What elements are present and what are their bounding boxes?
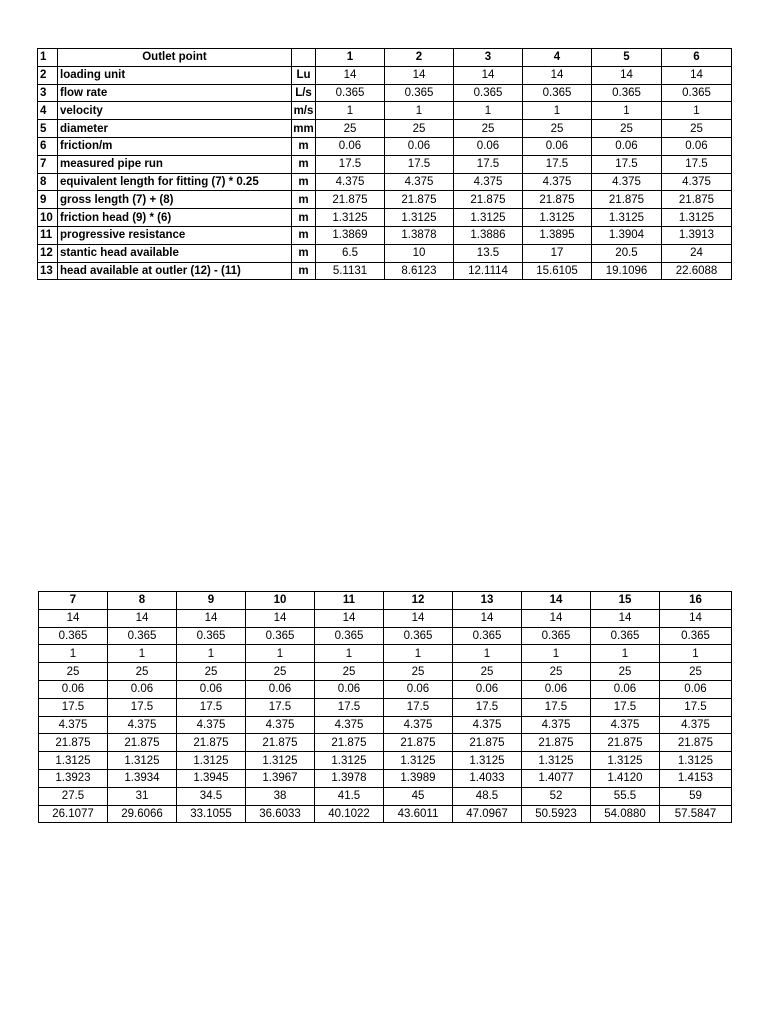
table-cell: 0.365 xyxy=(315,627,384,645)
table-cell: 0.06 xyxy=(384,680,453,698)
column-header: 5 xyxy=(592,49,662,67)
table-cell: 17.5 xyxy=(385,155,454,173)
table-cell: 4.375 xyxy=(315,716,384,734)
table-cell: 21.875 xyxy=(177,734,246,752)
column-header: 15 xyxy=(591,592,660,610)
table-cell: 1 xyxy=(662,102,732,120)
table-cell: 8.6123 xyxy=(385,262,454,280)
table-top-body xyxy=(38,66,732,280)
table-cell: 25 xyxy=(384,663,453,681)
table-cell: 14 xyxy=(660,609,732,627)
table-cell: 1.3125 xyxy=(385,209,454,227)
table-cell: 25 xyxy=(246,663,315,681)
table-cell: 0.365 xyxy=(453,627,522,645)
row-label: loading unit xyxy=(58,66,292,84)
table-cell: 1.3125 xyxy=(522,752,591,770)
row-unit: m xyxy=(292,262,316,280)
table-cell: 1.4120 xyxy=(591,769,660,787)
row-unit: m xyxy=(292,244,316,262)
table-cell: 24 xyxy=(662,244,732,262)
table-cell: 21.875 xyxy=(315,734,384,752)
column-header: 12 xyxy=(384,592,453,610)
table-cell: 4.375 xyxy=(385,173,454,191)
table-cell: 15.6105 xyxy=(523,262,592,280)
row-label: equivalent length for fitting (7) * 0.25 xyxy=(58,173,292,191)
table-cell: 40.1022 xyxy=(315,805,384,823)
table-cell: 1 xyxy=(454,102,523,120)
table-cell: 17.5 xyxy=(315,698,384,716)
table-cell: 17.5 xyxy=(453,698,522,716)
table-cell: 1 xyxy=(177,645,246,663)
header-row-number: 1 xyxy=(38,49,58,67)
column-header: 6 xyxy=(662,49,732,67)
table-row xyxy=(38,209,732,227)
table-cell: 21.875 xyxy=(384,734,453,752)
row-number: 5 xyxy=(38,120,58,138)
table-cell: 21.875 xyxy=(246,734,315,752)
table-cell: 0.365 xyxy=(316,84,385,102)
table-row xyxy=(38,173,732,191)
table-cell: 17.5 xyxy=(316,155,385,173)
table-cell: 25 xyxy=(591,663,660,681)
table-cell: 14 xyxy=(385,66,454,84)
table-row xyxy=(38,120,732,138)
table-row xyxy=(39,663,732,681)
table-row xyxy=(39,645,732,663)
table-cell: 0.06 xyxy=(453,680,522,698)
table-cell: 1.3125 xyxy=(39,752,108,770)
table-cell: 1.3904 xyxy=(592,226,662,244)
table-cell: 48.5 xyxy=(453,787,522,805)
table-cell: 4.375 xyxy=(108,716,177,734)
table-cell: 0.365 xyxy=(384,627,453,645)
table-cell: 52 xyxy=(522,787,591,805)
table-cell: 1 xyxy=(316,102,385,120)
table-cell: 1 xyxy=(385,102,454,120)
table-cell: 27.5 xyxy=(39,787,108,805)
table-cell: 14 xyxy=(454,66,523,84)
table-row xyxy=(39,716,732,734)
table-cell: 0.365 xyxy=(660,627,732,645)
table-cell: 54.0880 xyxy=(591,805,660,823)
table-cell: 21.875 xyxy=(662,191,732,209)
table-cell: 14 xyxy=(108,609,177,627)
row-label: gross length (7) + (8) xyxy=(58,191,292,209)
table-cell: 1.3125 xyxy=(316,209,385,227)
table-cell: 25 xyxy=(108,663,177,681)
table-cell: 0.06 xyxy=(246,680,315,698)
table-cell: 1.3869 xyxy=(316,226,385,244)
table-cell: 1.3934 xyxy=(108,769,177,787)
outlet-calculation-table-top xyxy=(37,48,732,280)
table-cell: 4.375 xyxy=(177,716,246,734)
table-cell: 0.365 xyxy=(522,627,591,645)
table-cell: 20.5 xyxy=(592,244,662,262)
row-unit: mm xyxy=(292,120,316,138)
row-label: diameter xyxy=(58,120,292,138)
row-unit: m xyxy=(292,137,316,155)
header-row xyxy=(39,592,732,610)
table-cell: 59 xyxy=(660,787,732,805)
column-header: 9 xyxy=(177,592,246,610)
table-cell: 0.06 xyxy=(522,680,591,698)
table-cell: 17.5 xyxy=(592,155,662,173)
table-cell: 25 xyxy=(660,663,732,681)
table-cell: 0.365 xyxy=(591,627,660,645)
table-cell: 0.06 xyxy=(660,680,732,698)
table-cell: 0.06 xyxy=(523,137,592,155)
column-header: 3 xyxy=(454,49,523,67)
table-cell: 25 xyxy=(316,120,385,138)
row-label: stantic head available xyxy=(58,244,292,262)
table-cell: 0.365 xyxy=(454,84,523,102)
table-cell: 17.5 xyxy=(246,698,315,716)
table-cell: 50.5923 xyxy=(522,805,591,823)
table-cell: 21.875 xyxy=(39,734,108,752)
table-cell: 1.3125 xyxy=(177,752,246,770)
table-cell: 0.06 xyxy=(315,680,384,698)
table-row xyxy=(38,244,732,262)
column-header: 13 xyxy=(453,592,522,610)
table-cell: 21.875 xyxy=(108,734,177,752)
table-cell: 17.5 xyxy=(454,155,523,173)
table-cell: 31 xyxy=(108,787,177,805)
table-cell: 17.5 xyxy=(384,698,453,716)
table-cell: 25 xyxy=(523,120,592,138)
table-cell: 21.875 xyxy=(522,734,591,752)
table-row xyxy=(39,680,732,698)
column-header: 4 xyxy=(523,49,592,67)
table-cell: 4.375 xyxy=(246,716,315,734)
row-label: friction head (9) * (6) xyxy=(58,209,292,227)
table-cell: 17.5 xyxy=(108,698,177,716)
table-cell: 1.3125 xyxy=(660,752,732,770)
table-cell: 25 xyxy=(522,663,591,681)
row-number: 2 xyxy=(38,66,58,84)
table-cell: 21.875 xyxy=(385,191,454,209)
table-cell: 14 xyxy=(591,609,660,627)
table-cell: 34.5 xyxy=(177,787,246,805)
table-cell: 4.375 xyxy=(522,716,591,734)
header-unit-cell xyxy=(292,49,316,67)
table-cell: 21.875 xyxy=(454,191,523,209)
table-cell: 14 xyxy=(523,66,592,84)
table-cell: 21.875 xyxy=(660,734,732,752)
table-cell: 25 xyxy=(315,663,384,681)
table-cell: 17 xyxy=(523,244,592,262)
table-cell: 1 xyxy=(246,645,315,663)
table-cell: 4.375 xyxy=(384,716,453,734)
table-cell: 1.3967 xyxy=(246,769,315,787)
table-cell: 1.4033 xyxy=(453,769,522,787)
table-cell: 0.06 xyxy=(108,680,177,698)
table-cell: 4.375 xyxy=(660,716,732,734)
row-unit: Lu xyxy=(292,66,316,84)
table-cell: 4.375 xyxy=(453,716,522,734)
table-row xyxy=(38,155,732,173)
header-outlet-point-label: Outlet point xyxy=(58,49,292,67)
table-cell: 1 xyxy=(522,645,591,663)
table-cell: 43.6011 xyxy=(384,805,453,823)
table-cell: 1 xyxy=(108,645,177,663)
row-unit: m xyxy=(292,155,316,173)
table-cell: 17.5 xyxy=(591,698,660,716)
row-unit: m xyxy=(292,226,316,244)
row-unit: L/s xyxy=(292,84,316,102)
row-label: friction/m xyxy=(58,137,292,155)
table-cell: 21.875 xyxy=(592,191,662,209)
table-cell: 22.6088 xyxy=(662,262,732,280)
table-row xyxy=(39,787,732,805)
table-cell: 1.3978 xyxy=(315,769,384,787)
table-bottom-header xyxy=(39,592,732,610)
table-cell: 1.3989 xyxy=(384,769,453,787)
table-row xyxy=(39,698,732,716)
table-cell: 1.3895 xyxy=(523,226,592,244)
table-cell: 21.875 xyxy=(591,734,660,752)
table-row xyxy=(38,137,732,155)
table-cell: 0.365 xyxy=(385,84,454,102)
table-row xyxy=(38,84,732,102)
table-cell: 1.3886 xyxy=(454,226,523,244)
row-number: 6 xyxy=(38,137,58,155)
row-number: 13 xyxy=(38,262,58,280)
row-unit: m xyxy=(292,209,316,227)
column-header: 16 xyxy=(660,592,732,610)
table-cell: 10 xyxy=(385,244,454,262)
table-cell: 13.5 xyxy=(454,244,523,262)
table-cell: 29.6066 xyxy=(108,805,177,823)
table-cell: 14 xyxy=(177,609,246,627)
table-row xyxy=(38,66,732,84)
row-number: 7 xyxy=(38,155,58,173)
table-cell: 1 xyxy=(315,645,384,663)
table-cell: 14 xyxy=(39,609,108,627)
table-cell: 38 xyxy=(246,787,315,805)
table-cell: 14 xyxy=(316,66,385,84)
column-header: 7 xyxy=(39,592,108,610)
table-cell: 0.06 xyxy=(177,680,246,698)
table-bottom-body xyxy=(39,609,732,823)
table-cell: 26.1077 xyxy=(39,805,108,823)
table-cell: 45 xyxy=(384,787,453,805)
row-number: 9 xyxy=(38,191,58,209)
table-cell: 41.5 xyxy=(315,787,384,805)
row-label: head available at outler (12) - (11) xyxy=(58,262,292,280)
table-cell: 0.365 xyxy=(523,84,592,102)
table-row xyxy=(39,752,732,770)
table-cell: 1.3125 xyxy=(246,752,315,770)
table-cell: 21.875 xyxy=(523,191,592,209)
row-label: velocity xyxy=(58,102,292,120)
column-header: 8 xyxy=(108,592,177,610)
table-cell: 12.1114 xyxy=(454,262,523,280)
row-number: 10 xyxy=(38,209,58,227)
table-cell: 0.365 xyxy=(246,627,315,645)
table-cell: 14 xyxy=(384,609,453,627)
row-number: 8 xyxy=(38,173,58,191)
row-unit: m/s xyxy=(292,102,316,120)
table-cell: 25 xyxy=(454,120,523,138)
row-label: flow rate xyxy=(58,84,292,102)
table-cell: 1.4153 xyxy=(660,769,732,787)
table-cell: 57.5847 xyxy=(660,805,732,823)
row-label: progressive resistance xyxy=(58,226,292,244)
table-cell: 17.5 xyxy=(660,698,732,716)
outlet-calculation-table-bottom xyxy=(38,591,732,823)
table-row xyxy=(39,805,732,823)
table-cell: 17.5 xyxy=(662,155,732,173)
table-cell: 0.365 xyxy=(177,627,246,645)
table-top-header xyxy=(38,49,732,67)
table-cell: 1.3125 xyxy=(453,752,522,770)
table-cell: 25 xyxy=(177,663,246,681)
table-cell: 14 xyxy=(522,609,591,627)
table-cell: 0.06 xyxy=(592,137,662,155)
table-cell: 0.06 xyxy=(316,137,385,155)
table-cell: 1.3125 xyxy=(454,209,523,227)
table-cell: 19.1096 xyxy=(592,262,662,280)
table-cell: 1 xyxy=(660,645,732,663)
table-cell: 14 xyxy=(453,609,522,627)
table-cell: 25 xyxy=(592,120,662,138)
table-cell: 0.365 xyxy=(662,84,732,102)
row-number: 11 xyxy=(38,226,58,244)
table-cell: 1.3125 xyxy=(108,752,177,770)
table-row xyxy=(38,102,732,120)
table-row xyxy=(38,262,732,280)
table-cell: 4.375 xyxy=(591,716,660,734)
column-header: 14 xyxy=(522,592,591,610)
table-cell: 0.06 xyxy=(662,137,732,155)
table-cell: 1 xyxy=(39,645,108,663)
table-row xyxy=(39,734,732,752)
table-cell: 1.3913 xyxy=(662,226,732,244)
table-cell: 0.06 xyxy=(454,137,523,155)
table-cell: 1 xyxy=(592,102,662,120)
table-cell: 17.5 xyxy=(177,698,246,716)
table-cell: 21.875 xyxy=(453,734,522,752)
table-cell: 4.375 xyxy=(592,173,662,191)
table-cell: 1.3923 xyxy=(39,769,108,787)
table-cell: 17.5 xyxy=(523,155,592,173)
table-cell: 1.3945 xyxy=(177,769,246,787)
row-unit: m xyxy=(292,191,316,209)
table-cell: 25 xyxy=(39,663,108,681)
table-row xyxy=(39,769,732,787)
table-cell: 4.375 xyxy=(523,173,592,191)
table-cell: 14 xyxy=(246,609,315,627)
table-cell: 0.06 xyxy=(39,680,108,698)
row-unit: m xyxy=(292,173,316,191)
table-cell: 55.5 xyxy=(591,787,660,805)
table-cell: 36.6033 xyxy=(246,805,315,823)
table-cell: 21.875 xyxy=(316,191,385,209)
table-cell: 1 xyxy=(591,645,660,663)
table-cell: 1.3878 xyxy=(385,226,454,244)
table-cell: 0.365 xyxy=(39,627,108,645)
table-cell: 25 xyxy=(662,120,732,138)
table-cell: 25 xyxy=(385,120,454,138)
table-cell: 14 xyxy=(662,66,732,84)
column-header: 11 xyxy=(315,592,384,610)
table-cell: 17.5 xyxy=(522,698,591,716)
table-cell: 0.06 xyxy=(385,137,454,155)
table-cell: 0.365 xyxy=(108,627,177,645)
table-cell: 33.1055 xyxy=(177,805,246,823)
row-number: 12 xyxy=(38,244,58,262)
column-header: 1 xyxy=(316,49,385,67)
table-cell: 0.365 xyxy=(592,84,662,102)
column-header: 10 xyxy=(246,592,315,610)
table-row xyxy=(38,191,732,209)
row-number: 3 xyxy=(38,84,58,102)
table-cell: 1 xyxy=(384,645,453,663)
row-number: 4 xyxy=(38,102,58,120)
table-cell: 4.375 xyxy=(662,173,732,191)
table-cell: 1.3125 xyxy=(315,752,384,770)
table-row xyxy=(39,627,732,645)
column-header: 2 xyxy=(385,49,454,67)
table-cell: 25 xyxy=(453,663,522,681)
table-cell: 1 xyxy=(523,102,592,120)
table-cell: 1.3125 xyxy=(523,209,592,227)
table-cell: 1.3125 xyxy=(662,209,732,227)
table-cell: 17.5 xyxy=(39,698,108,716)
table-cell: 6.5 xyxy=(316,244,385,262)
table-cell: 1.3125 xyxy=(591,752,660,770)
table-cell: 4.375 xyxy=(316,173,385,191)
table-cell: 1.4077 xyxy=(522,769,591,787)
table-cell: 1.3125 xyxy=(592,209,662,227)
table-cell: 1.3125 xyxy=(384,752,453,770)
table-cell: 14 xyxy=(315,609,384,627)
row-label: measured pipe run xyxy=(58,155,292,173)
table-row xyxy=(38,226,732,244)
table-cell: 47.0967 xyxy=(453,805,522,823)
table-cell: 4.375 xyxy=(39,716,108,734)
header-row xyxy=(38,49,732,67)
table-cell: 4.375 xyxy=(454,173,523,191)
table-cell: 14 xyxy=(592,66,662,84)
table-row xyxy=(39,609,732,627)
table-cell: 0.06 xyxy=(591,680,660,698)
table-cell: 1 xyxy=(453,645,522,663)
table-cell: 5.1131 xyxy=(316,262,385,280)
